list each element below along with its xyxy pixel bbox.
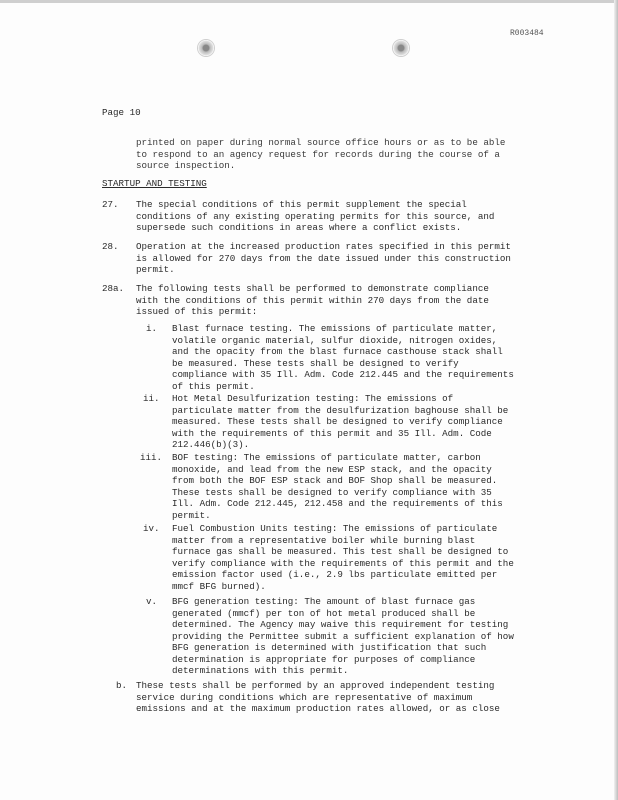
item-letter: b. [116,680,128,691]
condition-text: The special conditions of this permit supplement the special conditions of any existing operating permits for this source, and supersede such conditions in areas where a conflict exists. [136,199,495,233]
sub-item-number: iv. [143,523,160,534]
sub-item-text: BFG generation testing: The amount of blast furnace gas generated (mmcf) per ton of hot metal produced shall be determined. The Agency may waive this requirement for testing providing the Permittee submit a sufficient explanation of how BFG generation is determined with justification that such determination is appropriate for purposes of compliance determinations with this permit. [172,596,514,676]
punch-hole-icon [198,40,214,56]
page-number: Page 10 [102,107,141,118]
condition-number: 28. [102,241,119,252]
sub-item-number: i. [146,323,158,334]
condition-number: 27. [102,199,119,210]
punch-hole-icon [393,40,409,56]
scan-border-right [614,0,618,800]
section-heading: STARTUP AND TESTING [102,178,207,189]
item-text: These tests shall be performed by an approved independent testing service during conditions which are representative of maximum emissions and at the maximum production rates allowed, or as close [136,680,500,714]
sub-item-text: Blast furnace testing. The emissions of particulate matter, volatile organic material, sulfur dioxide, nitrogen oxides, and the opacity from the blast furnace casthouse stack shall be measured. These tests shall be designed to verify compliance with 35 Ill. Adm. Code 212.445 and the requirements of this permit. [172,323,514,392]
sub-item-number: v. [146,596,158,607]
sub-item-number: iii. [140,452,163,463]
scan-border-top [0,0,618,3]
condition-text: Operation at the increased production rates specified in this permit is allowed for 270 days from the date issued under this construction permit. [136,241,511,275]
document-id: R003484 [510,29,544,38]
sub-item-number: ii. [143,393,160,404]
sub-item-text: Hot Metal Desulfurization testing: The emissions of particulate matter from the desulfurization baghouse shall be measured. These tests shall be designed to verify compliance with the requirements of this permit and 35 Ill. Adm. Code 212.446(b)(3). [172,393,509,450]
condition-number: 28a. [102,283,125,294]
intro-paragraph: printed on paper during normal source office hours or as to be able to respond to an agency request for records during the course of a source inspection. [136,137,506,171]
condition-text: The following tests shall be performed to demonstrate compliance with the conditions of this permit within 270 days from the date issued of this permit: [136,283,489,317]
sub-item-text: Fuel Combustion Units testing: The emissions of particulate matter from a representative boiler while burning blast furnace gas shall be measured. This test shall be designed to verify compliance with the requirements of this permit and the emission factor used (i.e., 2.9 lbs particulate emitted per mmcf BFG burned). [172,523,514,592]
sub-item-text: BOF testing: The emissions of particulate matter, carbon monoxide, and lead from the new ESP stack, and the opacity from both the BOF ESP stack and BOF Shop shall be measured. These tests shall be designed to verify compliance with 35 Ill. Adm. Code 212.445, 212.458 and the requirements of this permit. [172,452,503,521]
